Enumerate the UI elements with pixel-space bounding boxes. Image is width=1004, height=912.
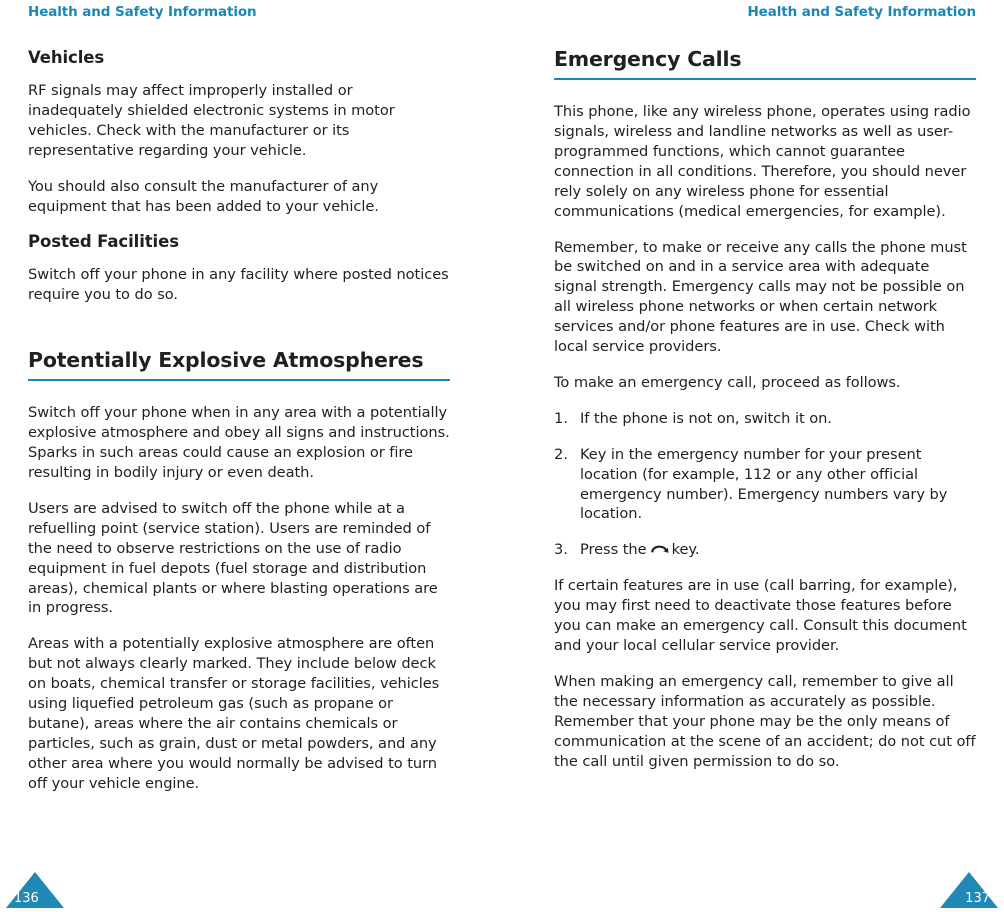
list-item-text: If the phone is not on, switch it on.	[580, 409, 832, 427]
page-number-right-label: 137	[965, 891, 990, 906]
right-page-content	[554, 48, 976, 771]
paragraph-posted-facilities-1: Switch off your phone in any facility where posted notices require you to do so.	[28, 266, 449, 304]
paragraph-vehicles-2: You should also consult the manufacturer of any equipment that has been added to your vehicle.	[28, 177, 379, 215]
paragraph-emergency-3: To make an emergency call, proceed as follows.	[554, 373, 901, 391]
emergency-steps-list	[554, 409, 976, 560]
page-number-right	[940, 872, 998, 908]
paragraph-emergency-5: When making an emergency call, remember to give all the necessary information as accurately as possible. Remember that your phone may be the only means of communication at the scene of an accident; do not cut off the call until given permission to do so.	[554, 672, 976, 770]
running-header-left: Health and Safety Information	[28, 4, 257, 20]
paragraph-emergency-2: Remember, to make or receive any calls the phone must be switched on and in a service area with adequate signal strength. Emergency calls may not be possible on all wireless phone networks or when certain network services and/or phone features are in use. Check with local service providers.	[554, 238, 967, 356]
list-item	[554, 409, 976, 429]
paragraph-atmospheres-3: Areas with a potentially explosive atmosphere are often but not always clearly marked. They include below deck on boats, chemical transfer or storage facilities, vehicles using liquefied petroleum gas (such as propane or butane), areas where the air contains chemicals or particles, such as grain, dust or metal powders, and any other area where you would normally be advised to turn off your vehicle engine.	[28, 635, 440, 792]
heading-posted-facilities: Posted Facilities	[28, 232, 179, 252]
running-header-right: Health and Safety Information	[747, 4, 976, 20]
list-item	[554, 540, 976, 560]
section-rule-atmospheres	[28, 379, 450, 382]
list-item-number: 1.	[554, 409, 568, 427]
section-rule-emergency-calls	[554, 78, 976, 81]
list-item-text: Key in the emergency number for your present location (for example, 112 or any other official emergency number). Emergency numbers vary by location.	[580, 445, 948, 523]
list-item-text-after: key.	[671, 541, 700, 559]
paragraph-atmospheres-2: Users are advised to switch off the phone while at a refuelling point (service station). Users are reminded of the need to observe restrictions on the use of radio equipment in fuel depots (fuel storage and distribution areas), chemical plants or where blasting operations are in progress.	[28, 499, 438, 617]
paragraph-vehicles-1: RF signals may affect improperly installed or inadequately shielded electronic systems in motor vehicles. Check with the manufacturer or its representative regarding your vehicle.	[28, 82, 395, 159]
heading-vehicles: Vehicles	[28, 48, 105, 67]
list-item-text-before: Press the	[580, 541, 647, 559]
heading-emergency-calls: Emergency Calls	[554, 47, 742, 71]
list-item-number: 2.	[554, 445, 568, 463]
paragraph-atmospheres-1: Switch off your phone when in any area with a potentially explosive atmosphere and obey all signs and instructions. Sparks in such areas could cause an explosion or fire resulting in bodily injury or even death.	[28, 404, 450, 482]
list-item	[554, 445, 976, 525]
paragraph-emergency-4: If certain features are in use (call barring, for example), you may first need to deactivate those features before you can make an emergency call. Consult this document and your local cellular service provider.	[554, 577, 967, 654]
page-number-left	[6, 872, 64, 908]
paragraph-emergency-1: This phone, like any wireless phone, operates using radio signals, wireless and landline networks as well as user-programmed functions, which cannot guarantee connection in all conditions. Therefore, you should never rely solely on any wireless phone for essential communications (medical emergencies, for example).	[554, 103, 971, 220]
heading-potentially-explosive-atmospheres: Potentially Explosive Atmospheres	[28, 348, 424, 373]
page-right	[502, 0, 1004, 912]
page-number-left-label: 136	[14, 891, 39, 906]
left-page-content	[28, 48, 450, 794]
list-item-number: 3.	[554, 541, 568, 559]
phone-handset-icon	[650, 542, 669, 555]
